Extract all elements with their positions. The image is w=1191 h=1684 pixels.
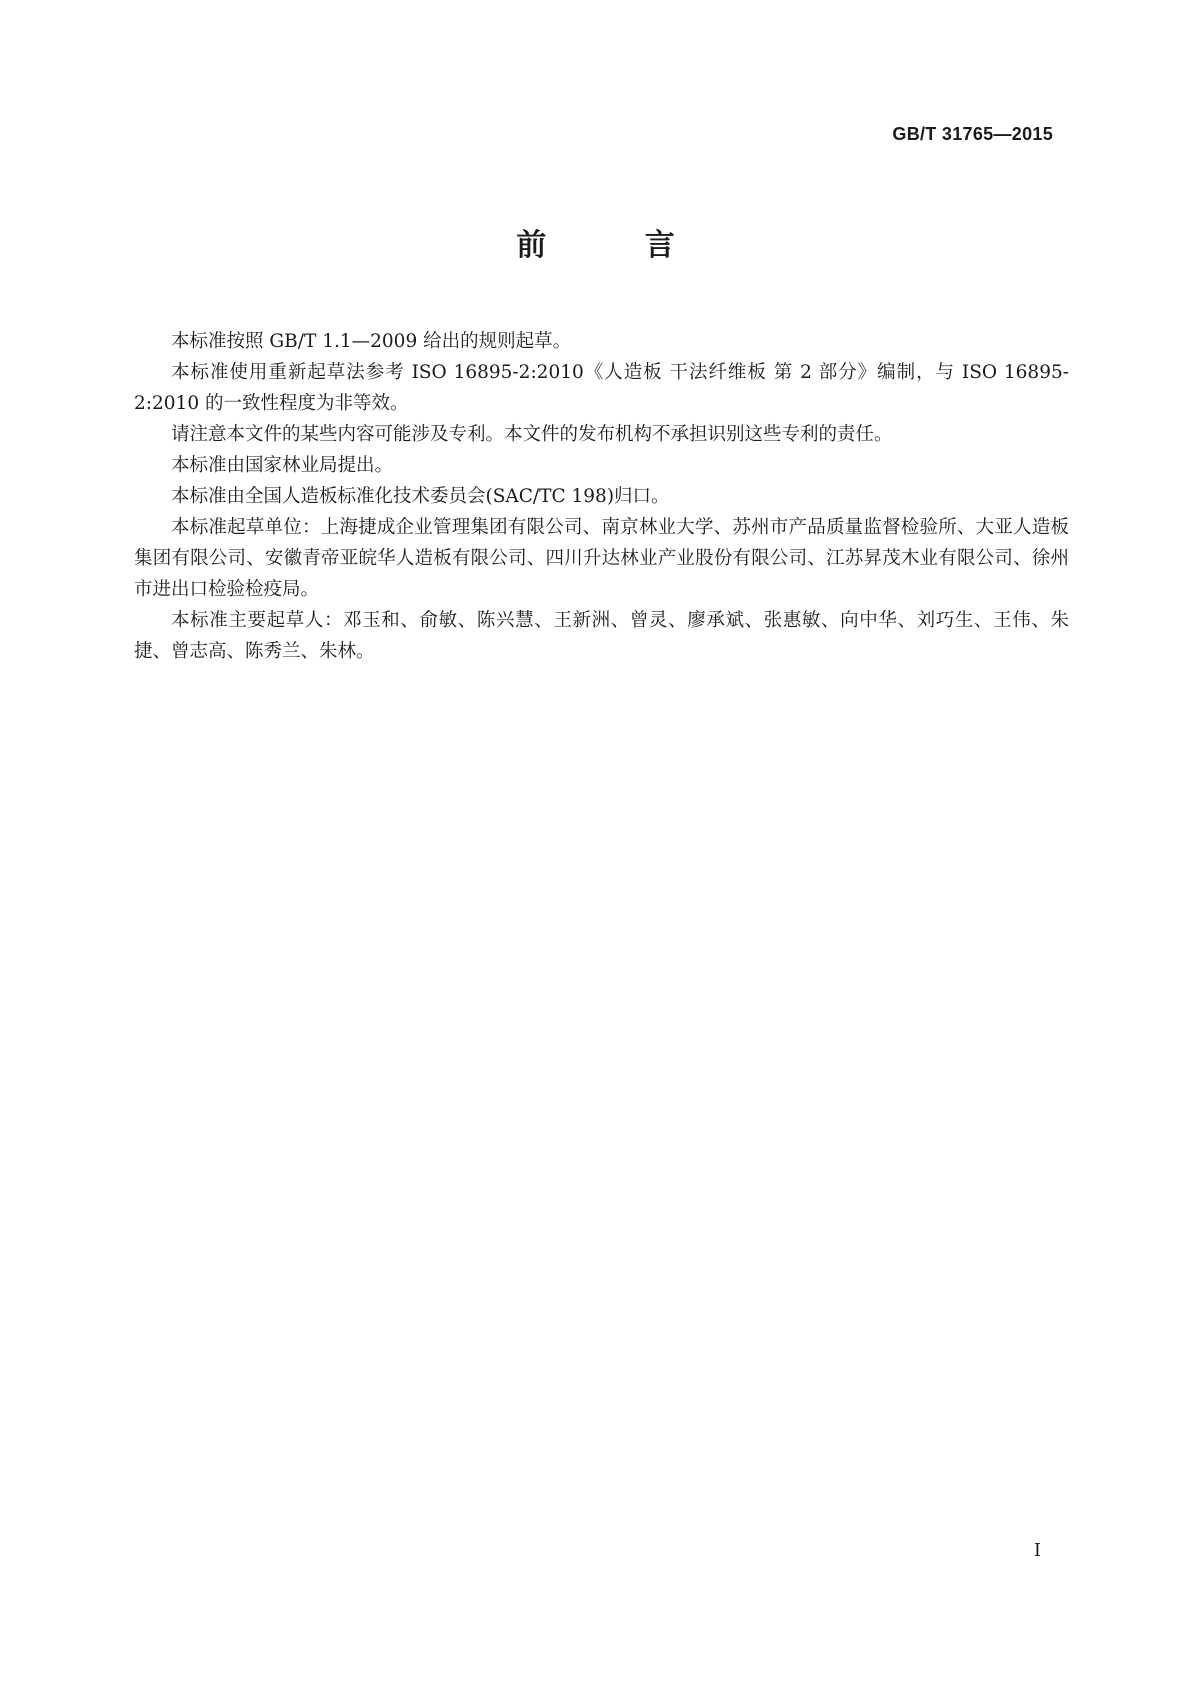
- standard-code: GB/T 31765—2015: [892, 124, 1053, 144]
- paragraph-committee: 本标准由全国人造板标准化技术委员会(SAC/TC 198)归口。: [171, 486, 670, 507]
- paragraph-drafting-units: 本标准起草单位：上海捷成企业管理集团有限公司、南京林业大学、苏州市产品质量监督检验所、大亚人造板集团有限公司、安徽青帝亚皖华人造板有限公司、四川升达林业产业股份有限公司、江苏昇茂木业有限公司、徐州市进出口检验检疫局。: [134, 517, 1069, 600]
- paragraph-drafting-rules: 本标准按照 GB/T 1.1—2009 给出的规则起草。: [171, 331, 572, 352]
- page-number: I: [1033, 1540, 1041, 1561]
- paragraph-patent-notice: 请注意本文件的某些内容可能涉及专利。本文件的发布机构不承担识别这些专利的责任。: [171, 424, 893, 445]
- paragraph-proposer: 本标准由国家林业局提出。: [171, 455, 394, 476]
- paragraph-drafters: 本标准主要起草人：邓玉和、俞敏、陈兴慧、王新洲、曾灵、廖承斌、张惠敏、向中华、刘巧生、王伟、朱捷、曾志高、陈秀兰、朱林。: [134, 610, 1069, 662]
- foreword-body: [134, 326, 1069, 667]
- page-title: 前 言: [516, 228, 719, 263]
- paragraph-reference-standard: 本标准使用重新起草法参考 ISO 16895-2:2010《人造板 干法纤维板 第 2 部分》编制，与 ISO 16895-2:2010 的一致性程度为非等效。: [134, 362, 1069, 414]
